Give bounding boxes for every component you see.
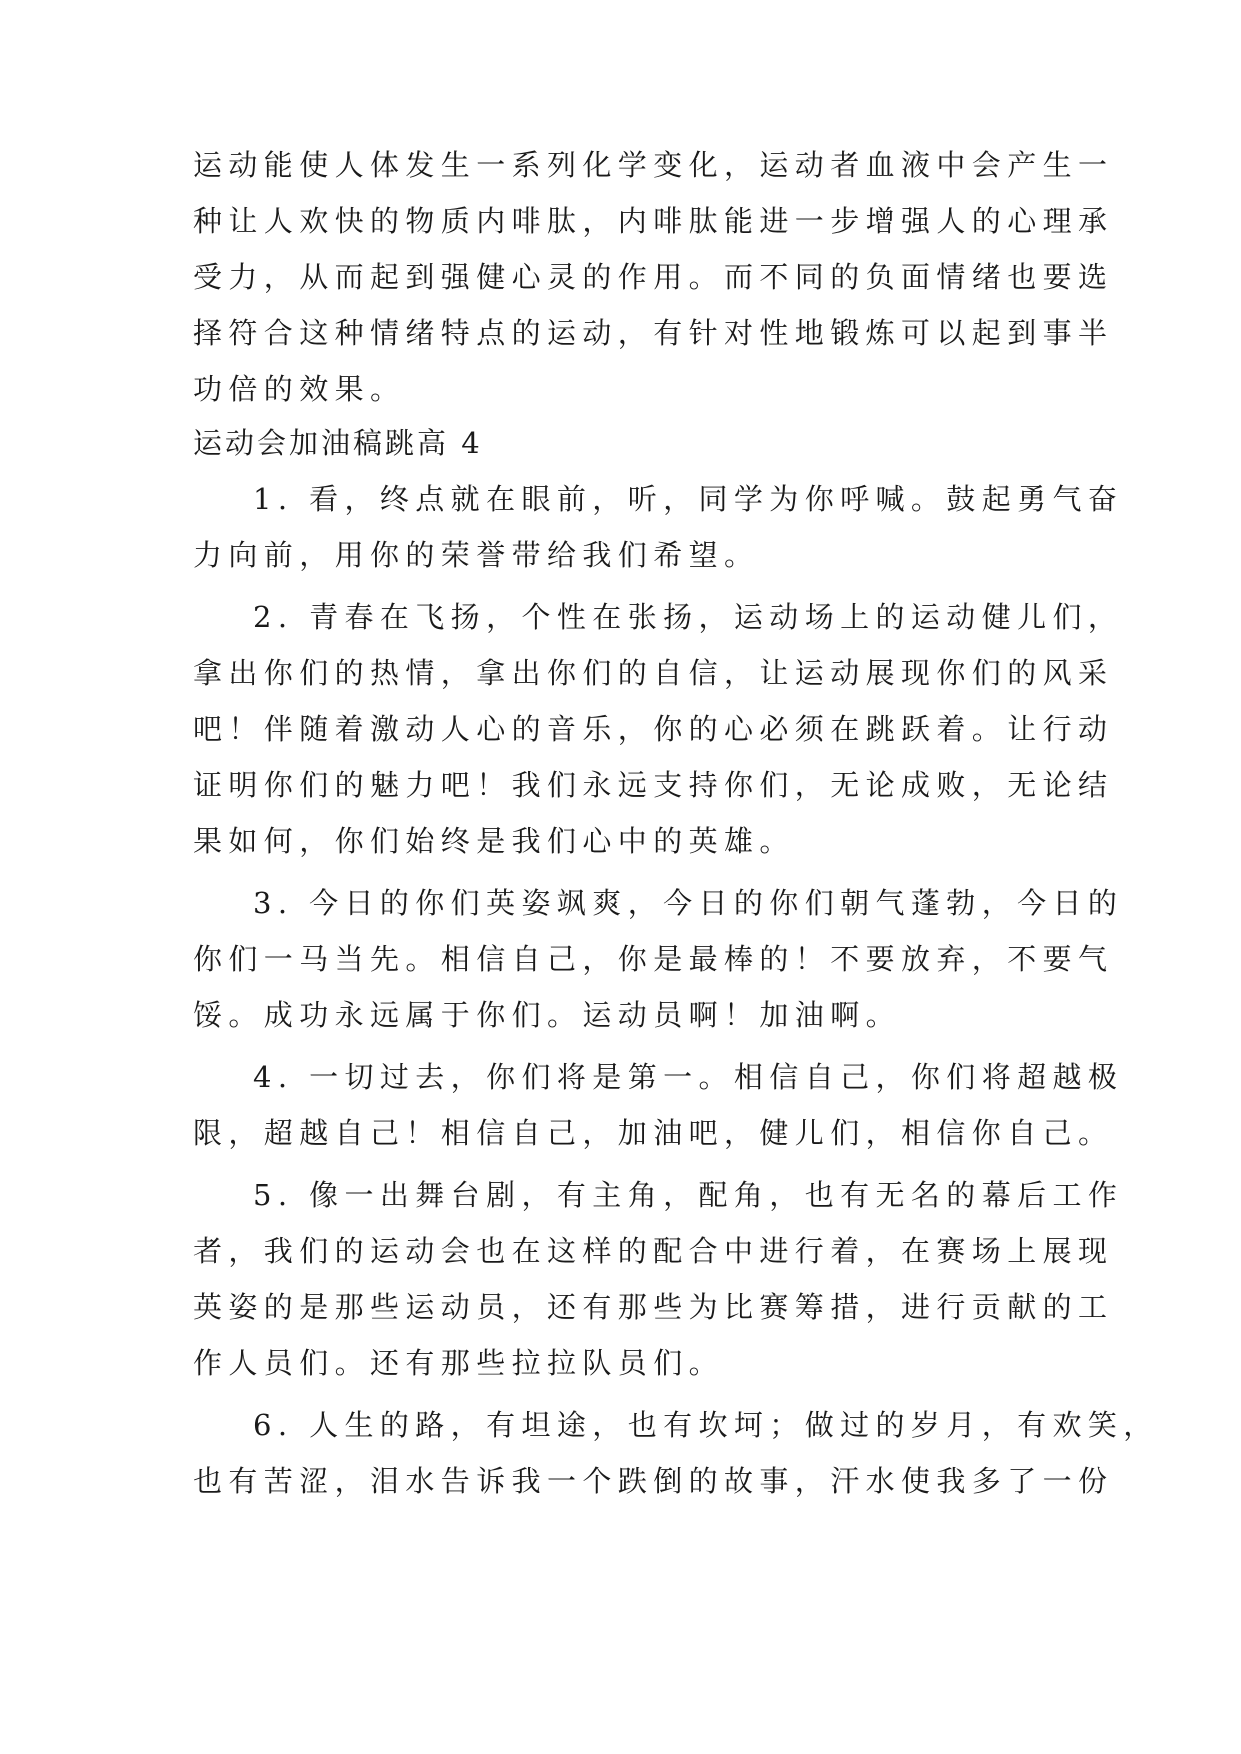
item-line: 2. 青春在飞扬，个性在张扬，运动场上的运动健儿们，	[253, 600, 1124, 634]
item-line: 限，超越自己！相信自己，加油吧，健儿们，相信你自己。	[193, 1116, 1114, 1150]
item-line: 4. 一切过去，你们将是第一。相信自己，你们将超越极	[253, 1060, 1124, 1094]
item-line: 者，我们的运动会也在这样的配合中进行着，在赛场上展现	[193, 1234, 1114, 1268]
item-line: 6. 人生的路，有坦途，也有坎坷；做过的岁月，有欢笑，	[253, 1408, 1159, 1442]
item-line: 3. 今日的你们英姿飒爽，今日的你们朝气蓬勃，今日的	[253, 886, 1124, 920]
item-line: 果如何，你们始终是我们心中的英雄。	[193, 824, 795, 858]
paragraph-line: 择符合这种情绪特点的运动，有针对性地锻炼可以起到事半	[193, 316, 1114, 350]
section-heading: 运动会加油稿跳高 4	[193, 426, 483, 460]
item-line: 吧！伴随着激动人心的音乐，你的心必须在跳跃着。让行动	[193, 712, 1114, 746]
item-line: 拿出你们的热情，拿出你们的自信，让运动展现你们的风采	[193, 656, 1114, 690]
paragraph-line: 功倍的效果。	[193, 372, 406, 406]
item-line: 也有苦涩，泪水告诉我一个跌倒的故事，汗水使我多了一份	[193, 1464, 1114, 1498]
item-line: 你们一马当先。相信自己，你是最棒的！不要放弃，不要气	[193, 942, 1114, 976]
paragraph-line: 种让人欢快的物质内啡肽，内啡肽能进一步增强人的心理承	[193, 204, 1114, 238]
item-line: 证明你们的魅力吧！我们永远支持你们，无论成败，无论结	[193, 768, 1114, 802]
paragraph-line: 受力，从而起到强健心灵的作用。而不同的负面情绪也要选	[193, 260, 1114, 294]
item-line: 1. 看，终点就在眼前，听，同学为你呼喊。鼓起勇气奋	[253, 482, 1124, 516]
item-line: 5. 像一出舞台剧，有主角，配角，也有无名的幕后工作	[253, 1178, 1124, 1212]
item-line: 馁。成功永远属于你们。运动员啊！加油啊。	[193, 998, 902, 1032]
item-line: 英姿的是那些运动员，还有那些为比赛筹措，进行贡献的工	[193, 1290, 1114, 1324]
paragraph-line: 运动能使人体发生一系列化学变化，运动者血液中会产生一	[193, 148, 1114, 182]
item-line: 作人员们。还有那些拉拉队员们。	[193, 1346, 725, 1380]
item-line: 力向前，用你的荣誉带给我们希望。	[193, 538, 760, 572]
